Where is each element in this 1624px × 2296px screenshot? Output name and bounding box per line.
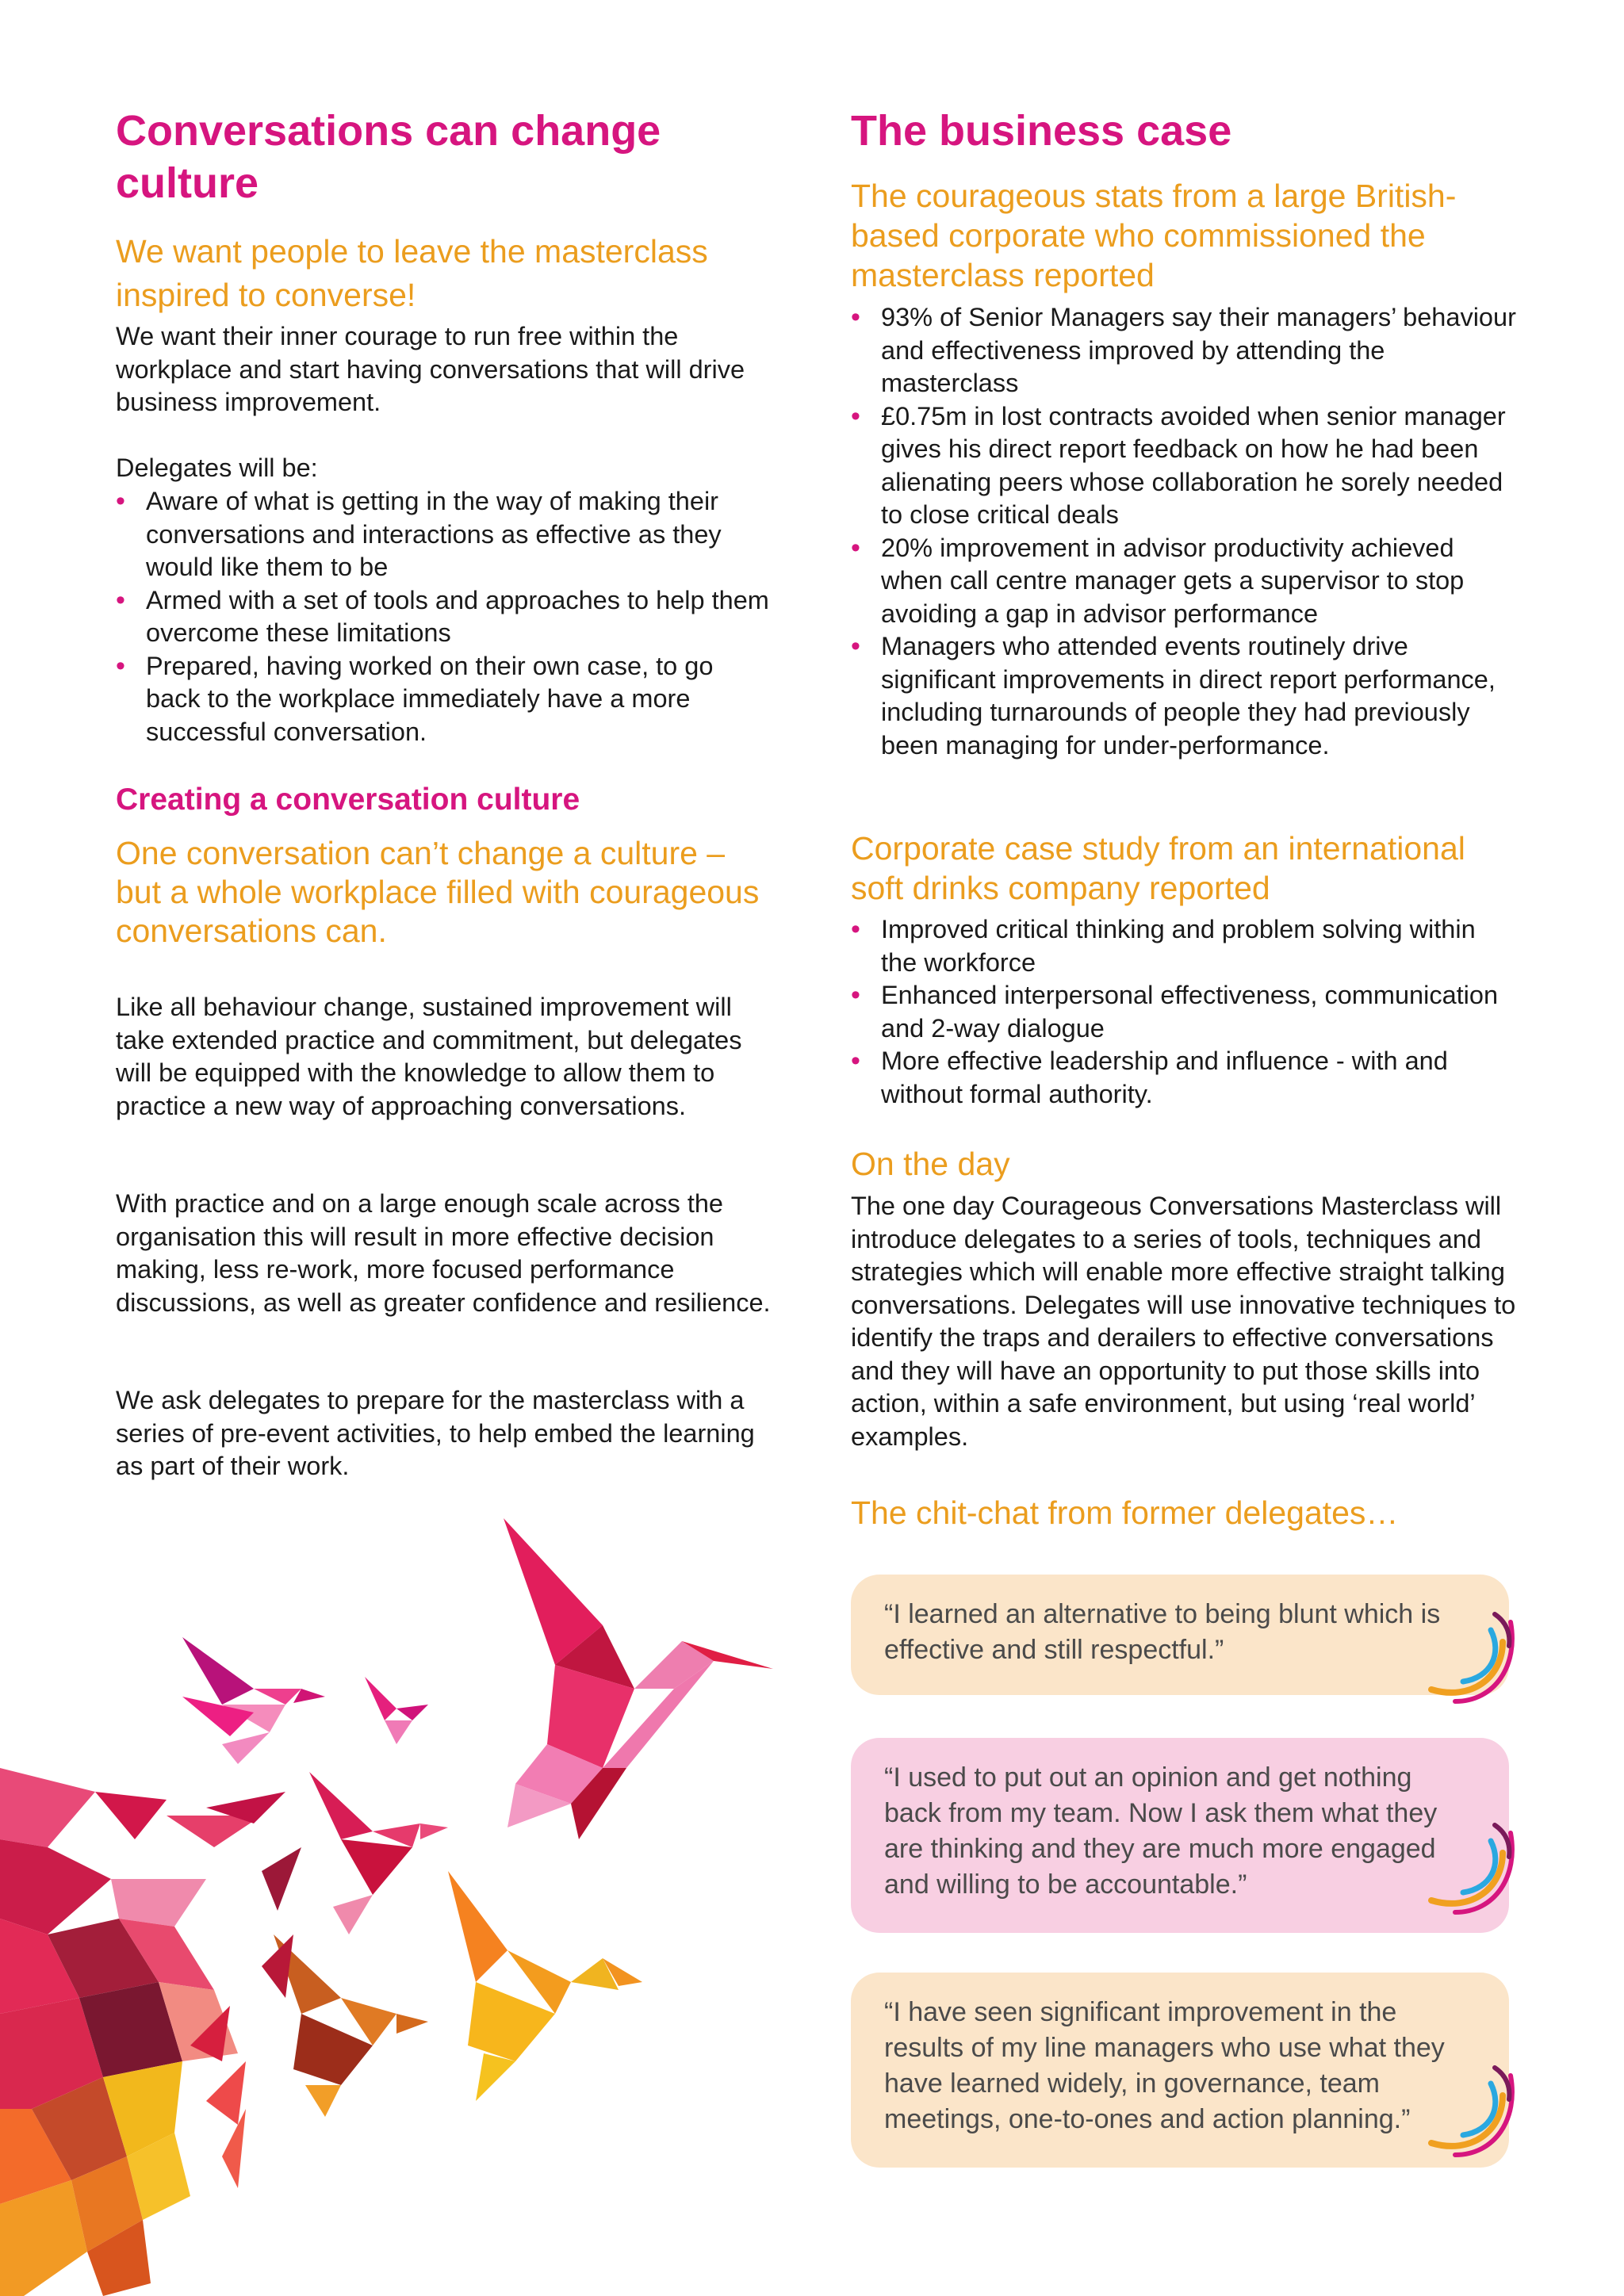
section-subtitle: One conversation can’t change a culture – but a whole workplace filled with courageous conversations can. (116, 835, 760, 949)
paragraph-behaviour: Like all behaviour change, sustained improvement will take extended practice and commitment, but delegates will be equipped with the knowledge to allow them to practice a new way of approaching conversations. (116, 993, 742, 1120)
list-item: • £0.75m in lost contracts avoided when senior manager gives his direct report feedback on how he had been alienating peers whose collaboration he sorely needed to close critical deals (851, 400, 1517, 532)
list-item: • More effective leadership and influence - with and without formal authority. (851, 1045, 1517, 1111)
quote-card (851, 1575, 1509, 1695)
swirl-logo-icon (1415, 1801, 1519, 1920)
list-item: • Managers who attended events routinely drive significant improvements in direct report performance, including turnarounds of people they had previously been managing for under-performance. (851, 630, 1517, 762)
right-title: The business case (851, 107, 1232, 155)
list-item: • Improved critical thinking and problem solving within the workforce (851, 913, 1517, 979)
on-the-day-heading: On the day (851, 1146, 1010, 1182)
stats-subtitle: The courageous stats from a large British-based corporate who commissioned the masterclass reported (851, 178, 1457, 293)
intro-paragraph: We want their inner courage to run free within the workplace and start having conversations that will drive business improvement. (116, 322, 745, 416)
quote-text: “I used to put out an opinion and get nothing back from my team. Now I ask them what they are thinking and they are much more engaged and willing to be accountable.” (884, 1762, 1438, 1900)
delegates-label: Delegates will be: (116, 453, 318, 482)
paragraph-practice: With practice and on a large enough scale across the organisation this will result in more effective decision making, less re-work, more focused performance discussions, as well as greater confidence and resilience. (116, 1189, 771, 1317)
section-heading: Creating a conversation culture (116, 783, 580, 817)
list-item: • Enhanced interpersonal effectiveness, communication and 2-way dialogue (851, 979, 1517, 1045)
quote-card (851, 1973, 1509, 2168)
quote-card (851, 1738, 1509, 1933)
origami-birds-illustration (0, 1506, 793, 2296)
left-subtitle: We want people to leave the masterclass inspired to converse! (116, 233, 708, 313)
quote-text: “I have seen significant improvement in the results of my line managers who use what they have learned widely, in governance, team meetings, one-to-ones and action planning.” (884, 1997, 1445, 2134)
left-title: Conversations can change culture (116, 107, 661, 207)
swirl-logo-icon (1415, 2044, 1519, 2163)
quote-text: “I learned an alternative to being blunt which is effective and still respectful.” (884, 1599, 1441, 1665)
stats-list (851, 301, 1517, 762)
delegates-list (116, 485, 774, 748)
case-study-list (851, 913, 1517, 1111)
list-item: • Aware of what is getting in the way of making their conversations and interactions as effective as they would like them to be (116, 485, 774, 584)
list-item: • Armed with a set of tools and approaches to help them overcome these limitations (116, 584, 774, 650)
list-item: • 93% of Senior Managers say their managers’ behaviour and effectiveness improved by attending the masterclass (851, 301, 1517, 400)
on-the-day-paragraph: The one day Courageous Conversations Masterclass will introduce delegates to a series of tools, techniques and strategies which will enable more effective straight talking conversations. Delegates will use innovative techniques to identify the traps and derailers to effective conversations and they will have an opportunity to put those skills into action, within a safe environment, but using ‘real world’ examples. (851, 1192, 1516, 1451)
list-item: • Prepared, having worked on their own case, to go back to the workplace immediately have a more successful conversation. (116, 650, 774, 749)
swirl-logo-icon (1415, 1590, 1519, 1709)
paragraph-prepare: We ask delegates to prepare for the masterclass with a series of pre-event activities, to help embed the learning as part of their work. (116, 1386, 755, 1480)
list-item: • 20% improvement in advisor productivity achieved when call centre manager gets a supervisor to stop avoiding a gap in advisor performance (851, 532, 1517, 631)
case-study-subtitle: Corporate case study from an international soft drinks company reported (851, 830, 1465, 906)
chitchat-heading: The chit-chat from former delegates… (851, 1494, 1399, 1531)
